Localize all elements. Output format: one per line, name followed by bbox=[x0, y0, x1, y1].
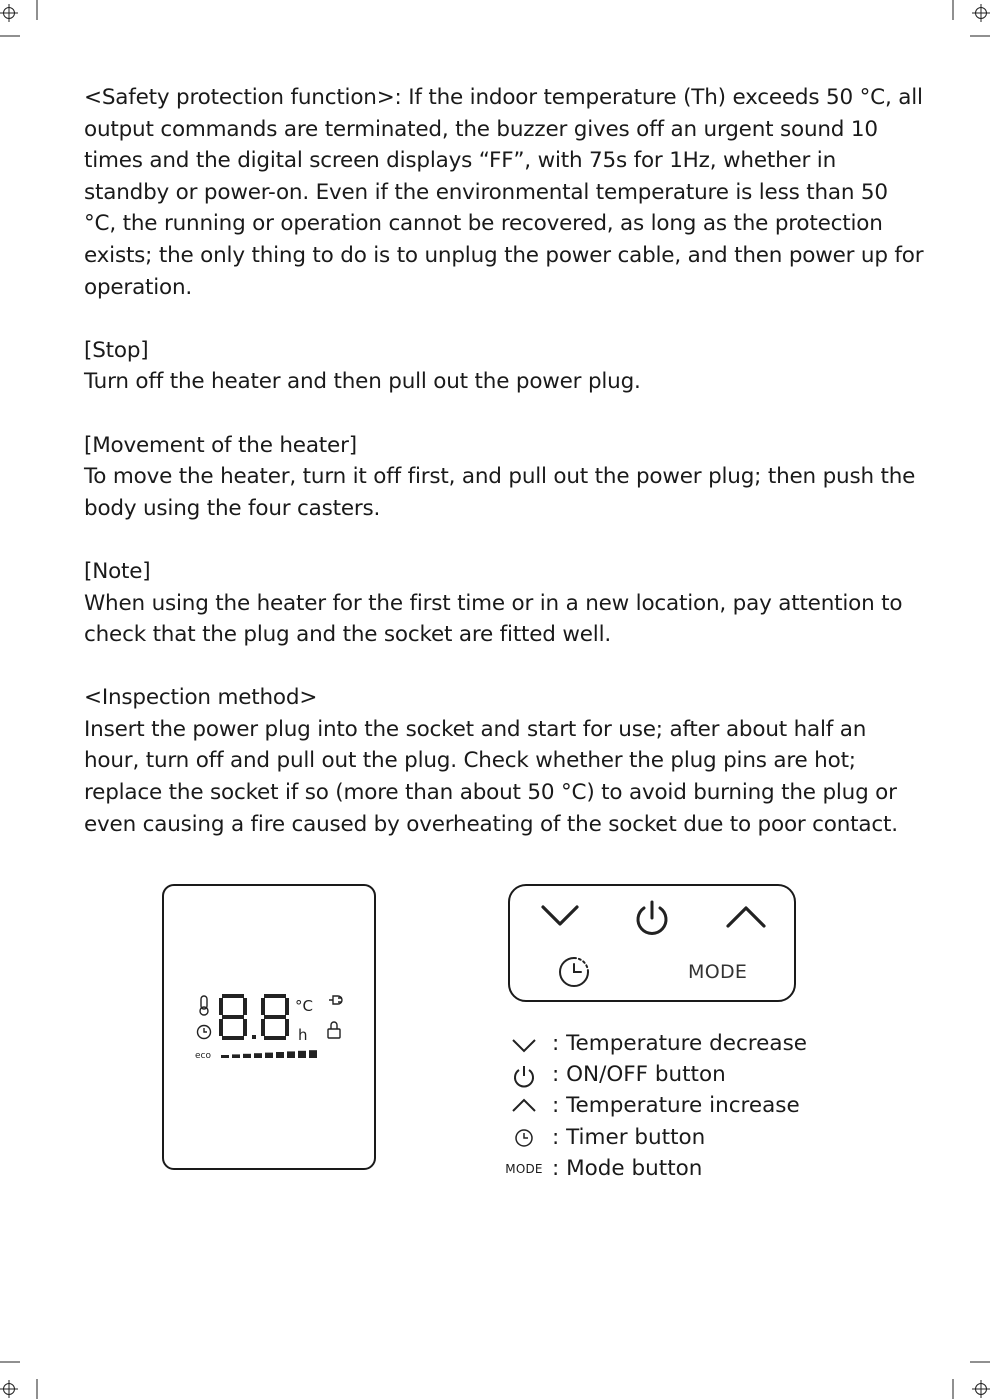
power-icon[interactable] bbox=[638, 902, 666, 933]
control-panel bbox=[508, 884, 796, 1002]
level-bar bbox=[276, 1052, 284, 1058]
stop-paragraph: [Stop] Turn off the heater and then pull out the power plug. bbox=[84, 337, 641, 395]
celsius-unit: °C bbox=[295, 997, 313, 1015]
legend-label: : Timer button bbox=[552, 1124, 706, 1150]
display-panel bbox=[162, 884, 376, 1170]
timer-icon[interactable] bbox=[560, 958, 588, 986]
level-bar bbox=[309, 1050, 317, 1058]
chevron-up-icon[interactable] bbox=[728, 908, 764, 926]
inspection-paragraph: <Inspection method> Insert the power plug into the socket and start for use; after about half an hour, turn off and pull out the plug. Check whether the plug pins are hot; replace the socket if so (more than about 50 °C) to avoid burning the plug or even causing a fire caused by overheating of the socket due to poor contact. bbox=[84, 685, 898, 837]
chevron-down-icon bbox=[500, 1031, 548, 1057]
manual-text bbox=[84, 82, 924, 840]
mode-button[interactable]: MODE bbox=[688, 961, 748, 983]
level-bars bbox=[221, 1050, 317, 1058]
level-bar bbox=[232, 1054, 240, 1058]
level-bar bbox=[243, 1054, 251, 1058]
power-icon bbox=[500, 1062, 548, 1088]
hours-unit: h bbox=[298, 1026, 308, 1044]
thermometer-icon bbox=[200, 996, 208, 1015]
level-bar bbox=[287, 1051, 295, 1058]
safety-paragraph: <Safety protection function>: If the indoor temperature (Th) exceeds 50 °C, all output commands are terminated, the buzzer gives off an urgent sound 10 times and the digital screen displays “FF”, with 75s for 1Hz, whether in standby or power-on. Even if the environmental temperature is less than 50 °C, the running or operation cannot be recovered, as long as the protection exists; the only thing to do is to unplug the power cable, and then power up for operation. bbox=[84, 85, 924, 300]
timer-icon bbox=[500, 1125, 548, 1151]
legend-label: : Temperature increase bbox=[552, 1093, 800, 1119]
chevron-up-icon bbox=[500, 1093, 548, 1119]
movement-paragraph: [Movement of the heater] To move the heater, turn it off first, and pull out the power plug; then push the body using the four casters. bbox=[84, 432, 916, 521]
digit-one bbox=[219, 994, 247, 1040]
mode-text-icon: MODE bbox=[505, 1161, 543, 1176]
level-bar bbox=[254, 1053, 262, 1058]
legend-label: : ON/OFF button bbox=[552, 1062, 726, 1088]
level-bar bbox=[265, 1053, 273, 1058]
level-bar bbox=[221, 1055, 229, 1058]
digit-two bbox=[261, 994, 289, 1040]
chevron-down-icon[interactable] bbox=[543, 907, 577, 924]
lock-icon bbox=[328, 1022, 340, 1038]
decimal-point bbox=[252, 1035, 256, 1039]
legend-label: : Mode button bbox=[552, 1155, 703, 1181]
legend-label: : Temperature decrease bbox=[552, 1031, 807, 1056]
eco-label: eco bbox=[195, 1051, 211, 1061]
plug-icon bbox=[329, 996, 342, 1004]
clock-icon bbox=[198, 1026, 211, 1039]
note-paragraph: [Note] When using the heater for the first time or in a new location, pay attention to check that the plug and the socket are fitted well. bbox=[84, 558, 903, 648]
level-bar bbox=[298, 1051, 306, 1058]
lcd-display bbox=[164, 886, 374, 1168]
